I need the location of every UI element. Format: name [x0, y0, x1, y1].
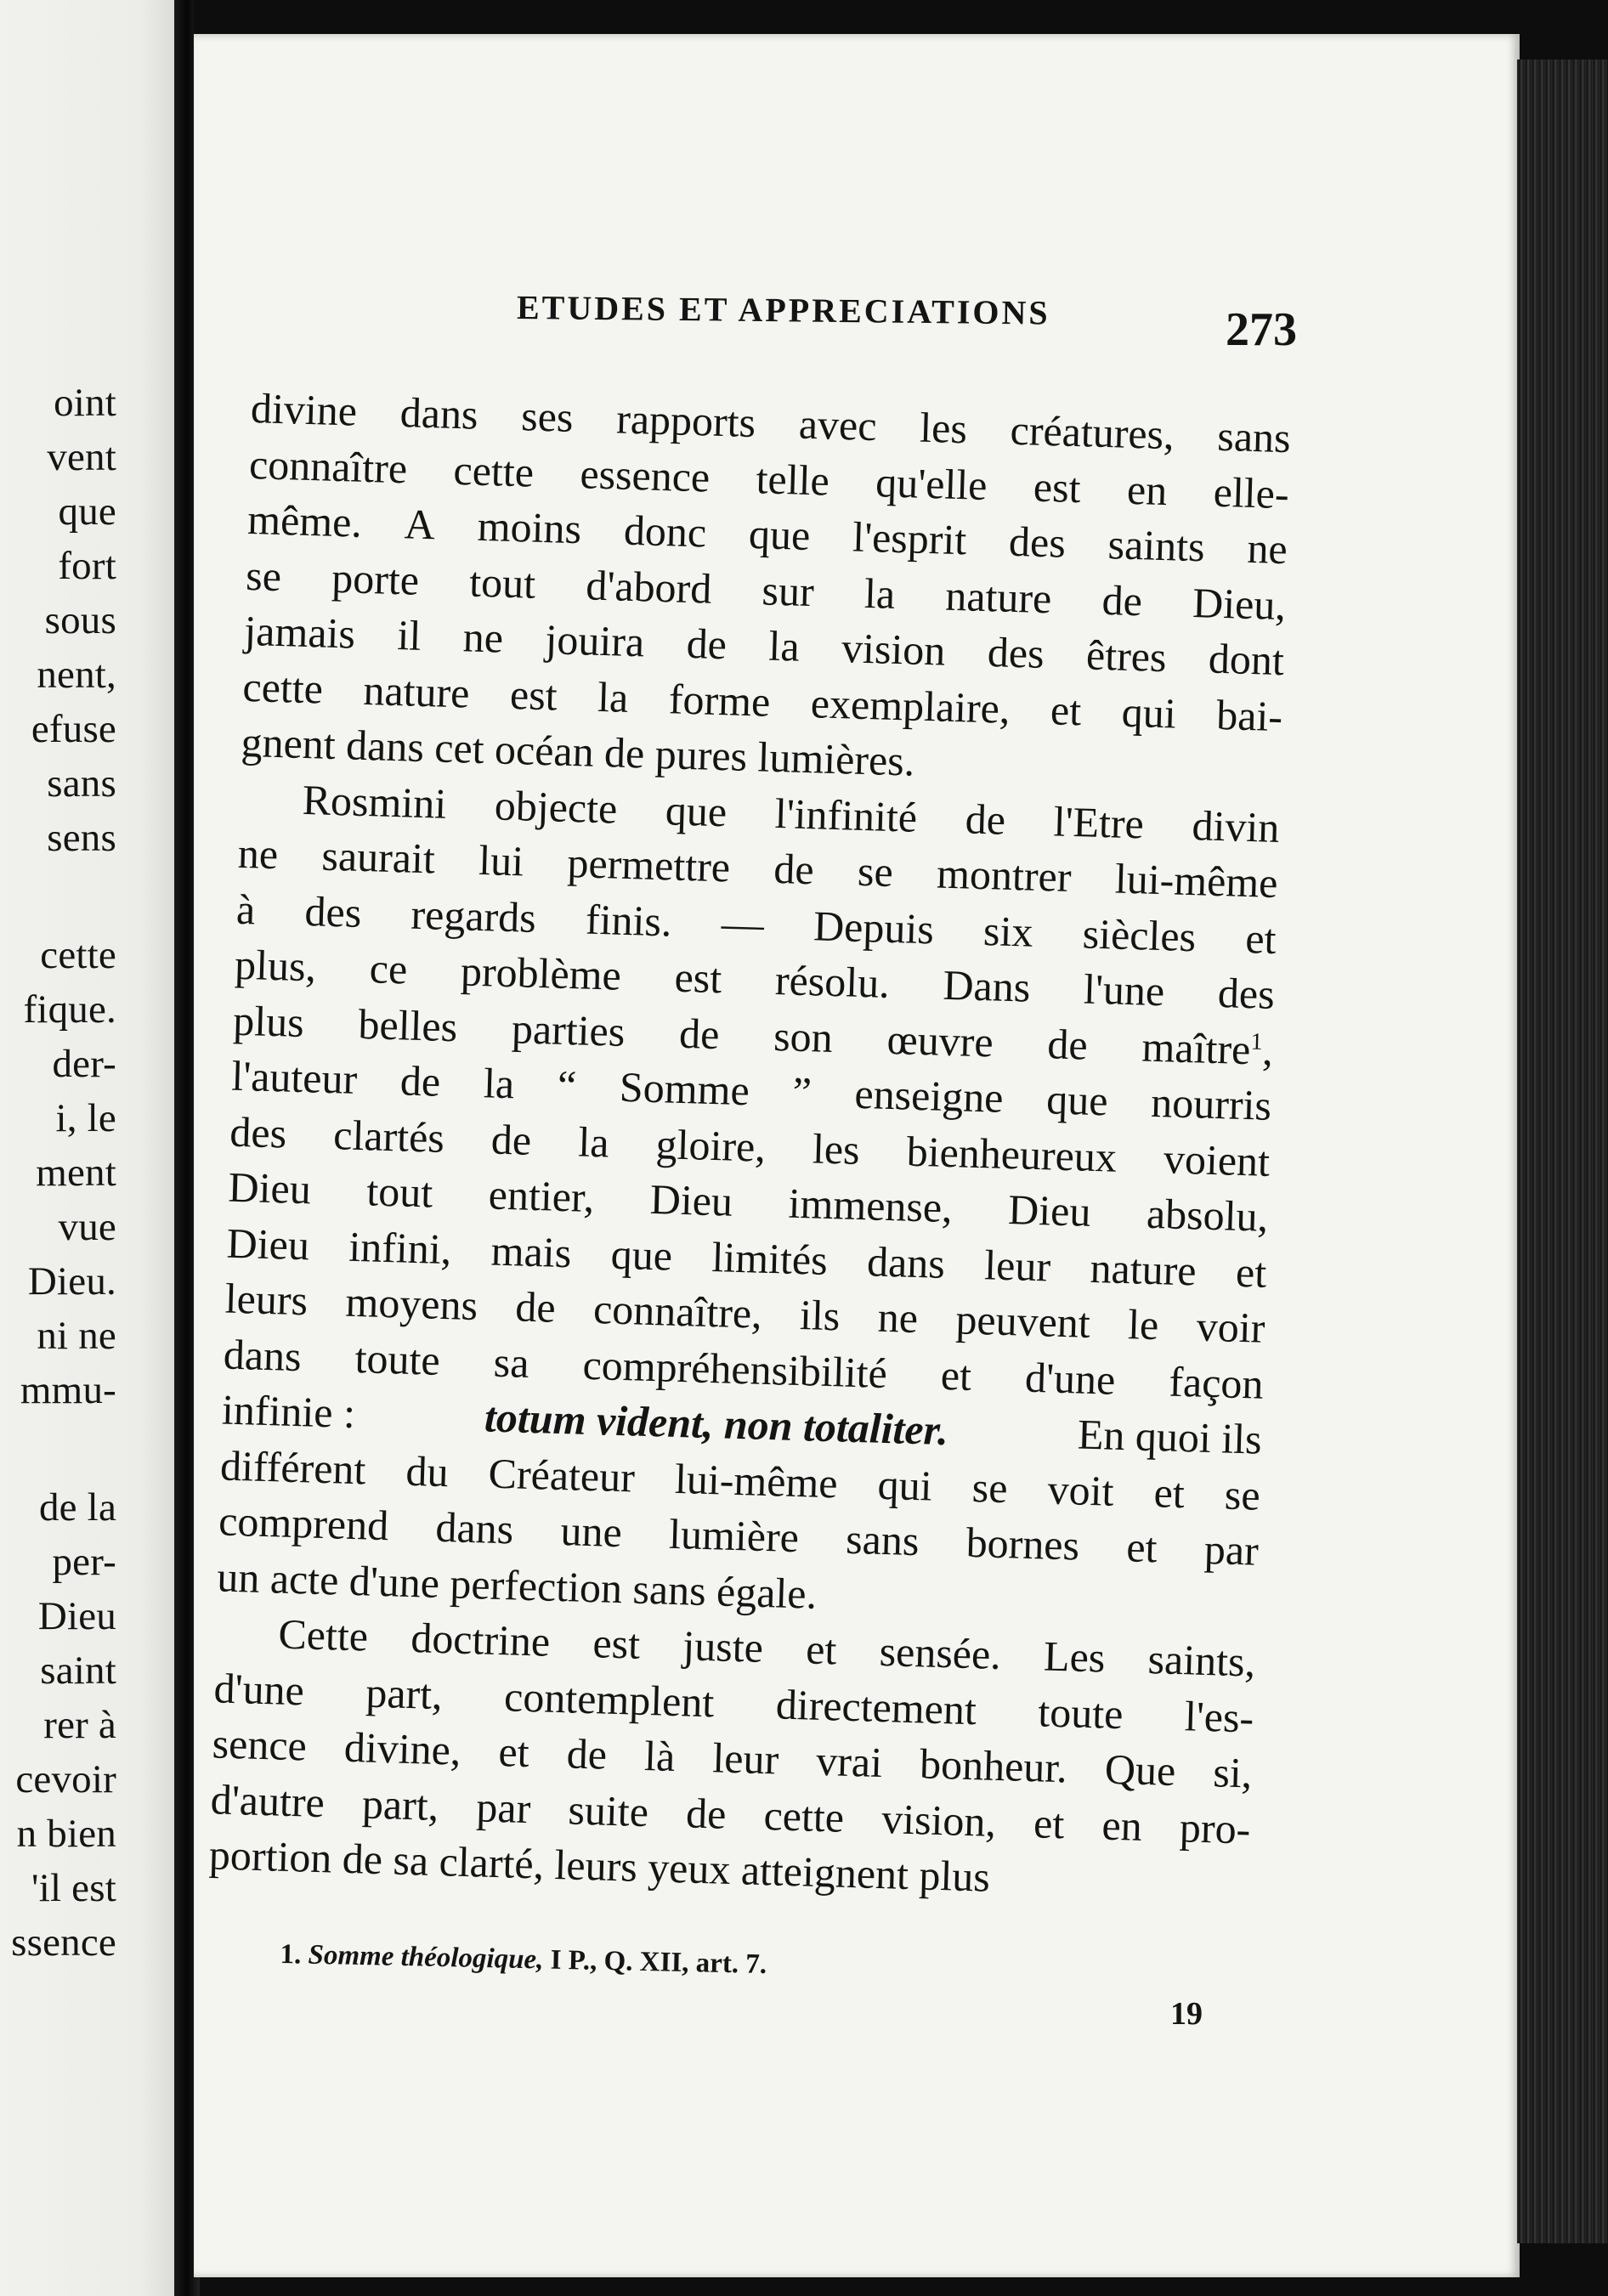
left-page-line: efuse: [31, 707, 116, 751]
footnote-marker-comma: ,: [1261, 1026, 1274, 1074]
text-line: Dieu infini, mais que limités dans leur nature et: [225, 1219, 1268, 1297]
text-line: Cette doctrine est juste et sensée. Les saints,: [277, 1609, 1256, 1686]
text-line: des clartés de la gloire, les bienheureux voient: [229, 1107, 1271, 1185]
page-number: 273: [1226, 303, 1297, 356]
left-page-line: cette: [40, 933, 116, 977]
left-page-line: n bien: [16, 1812, 116, 1856]
left-page-line: oint: [54, 381, 116, 425]
left-page-line: fique.: [23, 987, 116, 1032]
footnote-reference: I P., Q. XII, art. 7.: [550, 1944, 767, 1980]
text-line: l'auteur de la “ Somme ” enseigne que nourris: [230, 1051, 1272, 1129]
text-line: leurs moyens de connaître, ils ne peuvent le voir: [224, 1274, 1266, 1352]
text-line: connaître cette essence telle qu'elle est en elle-: [248, 439, 1290, 517]
left-page-line: cevoir: [15, 1757, 116, 1801]
left-page-line: mmu-: [20, 1368, 116, 1412]
latin-quote: totum vident, non totaliter.: [484, 1393, 949, 1455]
page-edges: [1517, 59, 1608, 2243]
paragraph: [208, 1604, 1256, 1913]
signature-mark: 19: [1170, 1996, 1203, 2032]
text-line: comprend dans une lumière sans bornes et par: [218, 1496, 1260, 1575]
text-line: portion de sa clarté, leurs yeux atteignent plus: [208, 1830, 991, 1901]
text-line: Rosmini objecte que l'infinité de l'Etre divin: [302, 775, 1281, 851]
text-line: gnent dans cet océan de pures lumières.: [240, 717, 915, 785]
text-line: un acte d'une perfection sans égale.: [216, 1552, 818, 1618]
left-page-line: sans: [47, 761, 116, 806]
left-page-line: der-: [52, 1042, 116, 1086]
footnote-marker: 1: [1250, 1028, 1264, 1055]
left-page-line: sous: [44, 598, 116, 642]
footnote-number: 1.: [280, 1939, 302, 1971]
text-fragment: En quoi ils: [1077, 1410, 1263, 1463]
left-page-line: ment: [36, 1151, 116, 1195]
left-page-line: Dieu: [37, 1594, 116, 1638]
left-page-line: ssence: [11, 1920, 116, 1965]
paragraph: [241, 381, 1292, 800]
footnote-title: Somme théologique,: [308, 1939, 544, 1976]
left-page-line: Dieu.: [27, 1259, 116, 1304]
text-line: sence divine, et de là leur vrai bonheur. Que si,: [212, 1719, 1254, 1797]
paragraph: [217, 770, 1281, 1634]
left-page-line: i, le: [55, 1096, 116, 1140]
left-page-line: sens: [47, 816, 116, 860]
left-page-line: [0, 865, 174, 928]
text-line: cette nature est la forme exemplaire, et qui bai-: [241, 662, 1283, 740]
text-line: ne saurait lui permettre de se montrer lui-même: [237, 828, 1279, 908]
left-page-fragment: [0, 0, 174, 2296]
text-fragment: infinie :: [221, 1385, 356, 1438]
left-page-line: rer à: [43, 1703, 116, 1747]
running-head: ETUDES ET APPRECIATIONS: [516, 288, 1050, 332]
left-page-line: fort: [58, 544, 116, 588]
left-page-line: saint: [40, 1648, 116, 1693]
text-line: à des regards finis. — Depuis six siècles et: [235, 885, 1277, 963]
text-line: plus, ce problème est résolu. Dans l'une des: [234, 940, 1276, 1018]
text-line: se porte tout d'abord sur la nature de Dieu,: [245, 551, 1287, 629]
text-line: même. A moins donc que l'esprit des saints ne: [246, 495, 1288, 574]
left-page-line: per-: [52, 1540, 116, 1584]
left-page-line: [0, 1417, 174, 1480]
text-line: jamais il ne jouira de la vision des êtres dont: [243, 606, 1285, 685]
text-line: dans toute sa compréhensibilité et d'une façon: [223, 1330, 1265, 1408]
text-line: d'une part, contemplent directement toute l'es-: [212, 1663, 1254, 1742]
body-text: [208, 381, 1291, 1913]
text-line: divine dans ses rapports avec les créatures, sans: [250, 383, 1292, 462]
left-page-line: 'il est: [31, 1866, 116, 1910]
left-page-line: de la: [38, 1485, 116, 1530]
left-page-line: nent,: [37, 653, 116, 697]
text-line: Dieu tout entier, Dieu immense, Dieu absolu,: [227, 1162, 1269, 1241]
left-page-line: ni ne: [37, 1314, 116, 1358]
text-line: d'autre part, par suite de cette vision, et en pro-: [210, 1774, 1252, 1853]
text-line: différent du Créateur lui-même qui se voit et se: [219, 1440, 1261, 1519]
left-page-line: vent: [47, 435, 116, 479]
left-page-lines: [0, 376, 174, 1970]
left-page-line: vue: [58, 1205, 116, 1249]
text-line: plus belles parties de son œuvre de maître$^1$,: [232, 996, 1274, 1074]
left-page-line: que: [58, 489, 116, 534]
